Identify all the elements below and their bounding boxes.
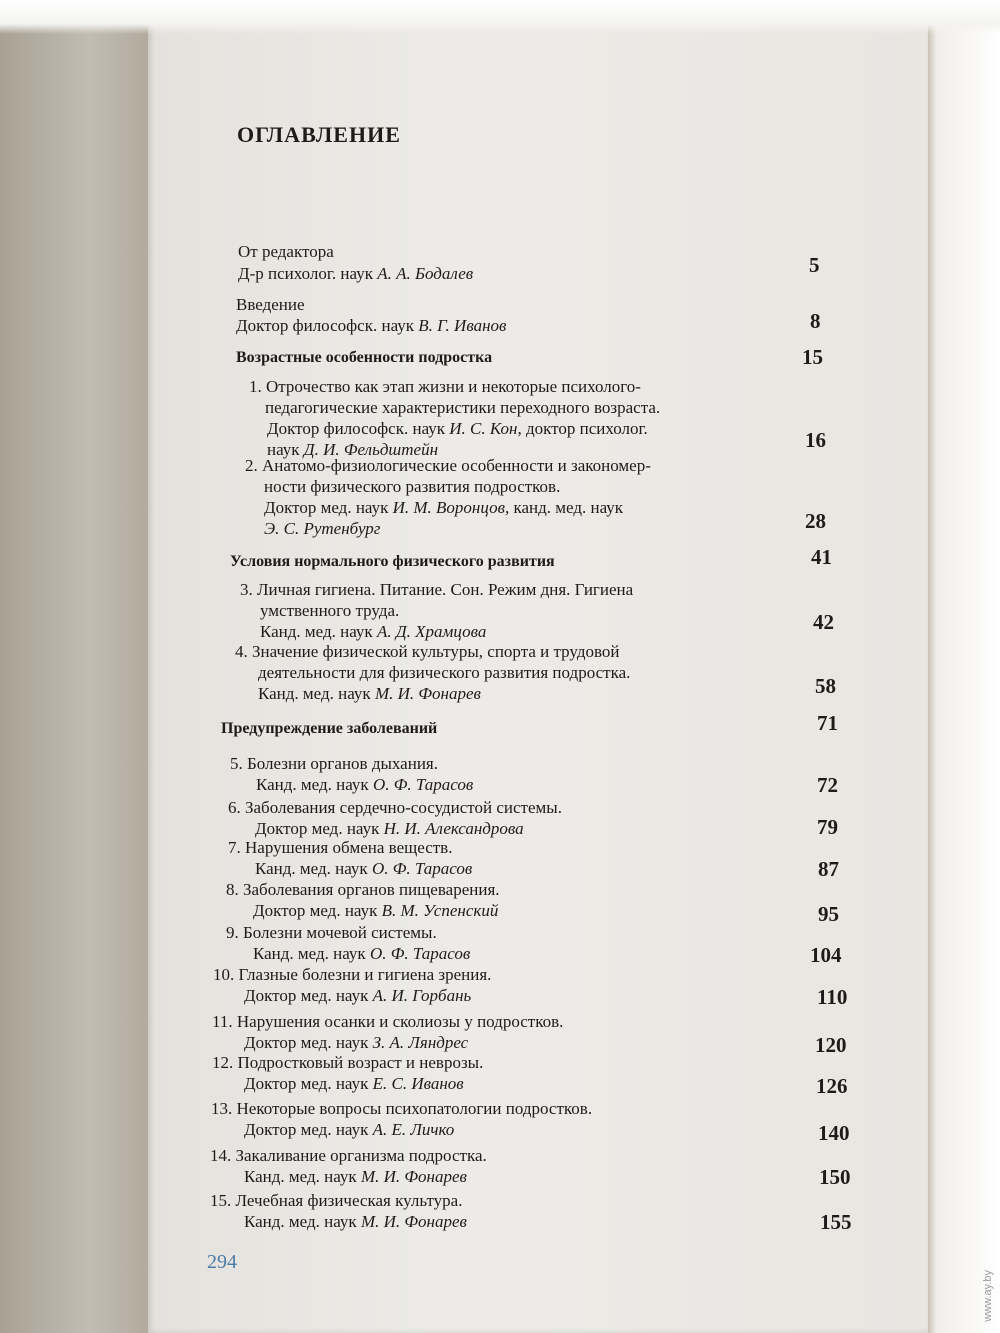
toc-entry-page: 87 [818, 857, 839, 881]
author-name: М. И. Фонарев [360, 1167, 467, 1186]
toc-entry-credit [264, 518, 380, 540]
toc-entry-title: 11. Нарушения осанки и сколиозы у подростков. [212, 1012, 564, 1031]
author-prefix: Доктор мед. наук [255, 819, 380, 838]
section-page: 41 [811, 545, 832, 569]
toc-entry-title: 15. Лечебная физическая культура. [210, 1191, 463, 1210]
author-prefix: Доктор мед. наук [244, 1120, 369, 1139]
toc-entry-page: 95 [818, 902, 839, 926]
toc-entry-title: 10. Глазные болезни и гигиена зрения. [213, 965, 492, 984]
author-name: О. Ф. Тарасов [372, 775, 474, 794]
toc-entry-page: 120 [815, 1033, 847, 1057]
toc-entry-credit [255, 858, 472, 880]
author-name: И. М. Воронцов, [392, 498, 510, 517]
intro-label: Введение [236, 295, 305, 314]
intro-page: 8 [810, 309, 821, 333]
author-name: Н. И. Александрова [383, 819, 524, 838]
editor-label: От редактора [238, 242, 334, 261]
author-prefix: Доктор мед. наук [244, 1033, 369, 1052]
toc-entry-title: 6. Заболевания сердечно-сосудистой системы. [228, 798, 562, 817]
toc-entry-title: педагогические характеристики переходного возраста. [265, 398, 661, 417]
toc-entry-page: 58 [815, 674, 836, 698]
toc-entry-title: 9. Болезни мочевой системы. [226, 923, 437, 942]
author-name: З. А. Ляндрес [372, 1033, 469, 1052]
author-name: М. И. Фонарев [374, 684, 481, 703]
section-heading: Условия нормального физического развития [230, 553, 555, 570]
toc-entry-credit [253, 900, 498, 922]
toc-entry-credit [264, 497, 623, 519]
author-prefix: Доктор философск. наук [267, 419, 446, 438]
toc-entry-credit [244, 1032, 468, 1054]
author-name: О. Ф. Тарасов [371, 859, 473, 878]
toc-entry-page: 126 [816, 1074, 848, 1098]
author-prefix: Доктор мед. наук [253, 901, 378, 920]
author-suffix: доктор психолог. [525, 419, 648, 438]
editor-prefix: Д-р психолог. наук [238, 264, 373, 283]
author-name: О. Ф. Тарасов [369, 944, 471, 963]
toc-entry-page: 104 [810, 943, 842, 967]
toc-entry-page: 72 [817, 773, 838, 797]
page-number: 294 [207, 1251, 237, 1273]
toc-entry-page: 42 [813, 610, 834, 634]
toc-entry-credit [244, 985, 471, 1007]
author-name: А. Е. Личко [372, 1120, 455, 1139]
author-name: В. М. Успенский [381, 901, 499, 920]
editor-page: 5 [809, 253, 820, 277]
page-title: ОГЛАВЛЕНИЕ [237, 122, 401, 147]
section-heading: Возрастные особенности подростка [236, 349, 493, 366]
section-page: 71 [817, 711, 838, 735]
intro-author: В. Г. Иванов [418, 316, 507, 335]
toc-entry-page: 110 [817, 985, 848, 1009]
editor-author: А. А. Бодалев [377, 264, 474, 283]
book-spine [0, 0, 150, 1333]
toc-entry-title: 14. Закаливание организма подростка. [210, 1146, 487, 1165]
toc-entry-title: 12. Подростковый возраст и неврозы. [212, 1053, 484, 1072]
toc-entry-page: 155 [820, 1210, 852, 1234]
author-suffix: канд. мед. наук [513, 498, 624, 517]
toc-entry-title: деятельности для физического развития подростка. [258, 663, 631, 682]
author-prefix: Канд. мед. наук [253, 944, 366, 963]
watermark: www.ay.by [982, 1270, 994, 1322]
editor-credit [238, 263, 473, 285]
section-page: 15 [802, 345, 823, 369]
toc-entry-title: 7. Нарушения обмена веществ. [228, 838, 453, 857]
toc-entry-credit [244, 1166, 467, 1188]
author-prefix: Канд. мед. наук [256, 775, 369, 794]
author-prefix: Канд. мед. наук [255, 859, 368, 878]
author-prefix: наук [267, 440, 300, 459]
toc-entry-credit [260, 621, 486, 643]
toc-entry-page: 16 [805, 428, 826, 452]
author-prefix: Доктор мед. наук [264, 498, 389, 517]
author-name: И. С. Кон, [449, 419, 522, 438]
author-name: Э. С. Рутенбург [264, 519, 381, 538]
toc-entry-title: 4. Значение физической культуры, спорта и трудовой [235, 642, 620, 661]
toc-entry-title: 3. Личная гигиена. Питание. Сон. Режим дня. Гигиена [240, 580, 634, 599]
toc-entry-title: умственного труда. [260, 601, 400, 620]
toc-entry-title: 8. Заболевания органов пищеварения. [226, 880, 500, 899]
author-name: Е. С. Иванов [372, 1074, 464, 1093]
toc-entry-title: 2. Анатомо-физиологические особенности и закономер- [245, 456, 651, 475]
toc-entry-page: 28 [805, 509, 826, 533]
author-prefix: Доктор мед. наук [244, 1074, 369, 1093]
toc-entry-credit [244, 1211, 467, 1233]
author-name: Д. И. Фельдштейн [303, 440, 439, 459]
author-prefix: Канд. мед. наук [260, 622, 373, 641]
section-heading: Предупреждение заболеваний [221, 720, 438, 737]
intro-prefix: Доктор философск. наук [236, 316, 415, 335]
author-prefix: Канд. мед. наук [244, 1167, 357, 1186]
toc-entry-page: 140 [818, 1121, 850, 1145]
toc-entry-credit [244, 1073, 464, 1095]
author-name: А. Д. Храмцова [376, 622, 487, 641]
toc-entry-title: 1. Отрочество как этап жизни и некоторые психолого- [249, 377, 641, 396]
page-edge [928, 0, 1000, 1333]
author-prefix: Доктор мед. наук [244, 986, 369, 1005]
toc-entry-credit [267, 418, 648, 440]
author-prefix: Канд. мед. наук [258, 684, 371, 703]
toc-entry-page: 79 [817, 815, 838, 839]
intro-credit [236, 315, 506, 337]
toc-entry-credit [244, 1119, 454, 1141]
author-prefix: Канд. мед. наук [244, 1212, 357, 1231]
page-top-edge [0, 0, 1000, 34]
toc-entry-credit [256, 774, 473, 796]
toc-entry-page: 150 [819, 1165, 851, 1189]
author-name: М. И. Фонарев [360, 1212, 467, 1231]
toc-entry-title: 13. Некоторые вопросы психопатологии подростков. [211, 1099, 593, 1118]
toc-entry-title: 5. Болезни органов дыхания. [230, 754, 438, 773]
toc-entry-credit [253, 943, 470, 965]
toc-entry-credit [258, 683, 481, 705]
toc-entry-title: ности физического развития подростков. [264, 477, 561, 496]
author-name: А. И. Горбань [372, 986, 472, 1005]
